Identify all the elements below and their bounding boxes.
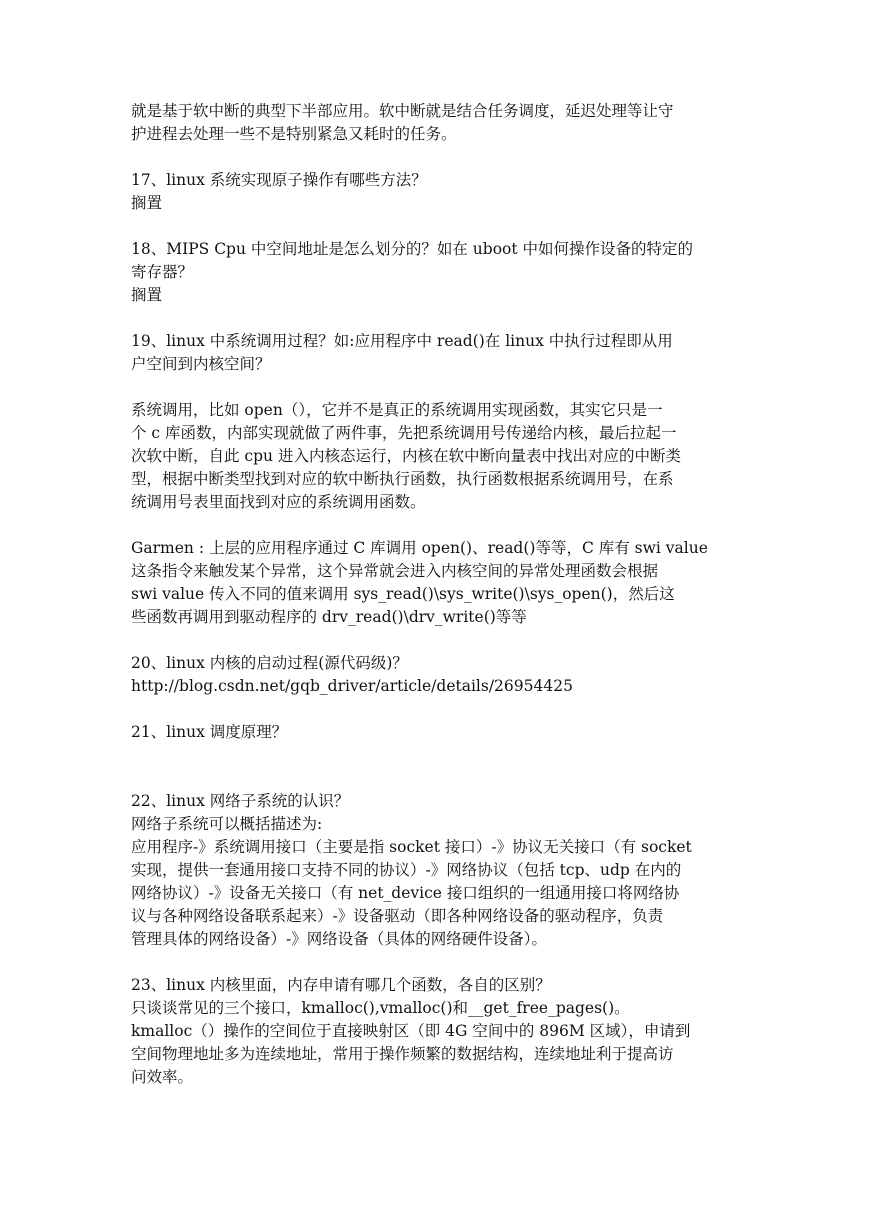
text-line: 管理具体的网络设备）-》网络设备（具体的网络硬件设备）。 bbox=[131, 930, 547, 948]
question-heading: 19、linux 中系统调用过程？如:应用程序中 read()在 linux 中执行过程即从用 bbox=[131, 332, 673, 350]
reference-url: http://blog.csdn.net/gqb_driver/article/details/26954425 bbox=[131, 677, 573, 695]
text-line: 个 c 库函数，内部实现就做了两件事，先把系统调用号传递给内核，最后拉起一 bbox=[131, 424, 677, 442]
text-line: 就是基于软中断的典型下半部应用。软中断就是结合任务调度，延迟处理等让守 bbox=[131, 102, 674, 120]
text-line: 网络子系统可以概括描述为: bbox=[131, 815, 323, 833]
text-line: 空间物理地址多为连续地址，常用于操作频繁的数据结构，连续地址利于提高访 bbox=[131, 1045, 674, 1063]
question-heading: 17、linux 系统实现原子操作有哪些方法？ bbox=[131, 171, 427, 189]
text-line: 问效率。 bbox=[131, 1068, 194, 1086]
text-line: 护进程去处理一些不是特别紧急又耗时的任务。 bbox=[131, 125, 457, 143]
question-heading: 户空间到内核空间？ bbox=[131, 355, 271, 373]
question-18 bbox=[131, 238, 743, 307]
question-22 bbox=[131, 790, 743, 951]
answer-19-syscall bbox=[131, 399, 743, 514]
paragraph-intro bbox=[131, 100, 743, 146]
document-page bbox=[131, 100, 743, 1089]
question-heading: 18、MIPS Cpu 中空间地址是怎么划分的？如在 uboot 中如何操作设备的特定的 bbox=[131, 240, 694, 258]
text-line: 次软中断，自此 cpu 进入内核态运行，内核在软中断向量表中找出对应的中断类 bbox=[131, 447, 681, 465]
text-line: 应用程序-》系统调用接口（主要是指 socket 接口）-》协议无关接口（有 socket bbox=[131, 838, 692, 856]
question-heading: 21、linux 调度原理？ bbox=[131, 723, 288, 741]
answer-text: 搁置 bbox=[131, 194, 163, 212]
text-line: 型，根据中断类型找到对应的软中断执行函数，执行函数根据系统调用号，在系 bbox=[131, 470, 674, 488]
question-19 bbox=[131, 330, 743, 376]
question-21 bbox=[131, 721, 743, 744]
text-line: 些函数再调用到驱动程序的 drv_read()\drv_write()等等 bbox=[131, 608, 527, 626]
text-line: 实现，提供一套通用接口支持不同的协议）-》网络协议（包括 tcp、udp 在内的 bbox=[131, 861, 682, 879]
text-line: 统调用号表里面找到对应的系统调用函数。 bbox=[131, 493, 426, 511]
text-line: 只谈谈常见的三个接口，kmalloc(),vmalloc()和__get_free_pages()。 bbox=[131, 999, 630, 1017]
question-17 bbox=[131, 169, 743, 215]
text-line: 议与各种网络设备联系起来）-》设备驱动（即各种网络设备的驱动程序，负责 bbox=[131, 907, 664, 925]
question-heading: 23、linux 内核里面，内存申请有哪几个函数，各自的区别？ bbox=[131, 976, 551, 994]
question-20 bbox=[131, 652, 743, 698]
answer-19-garmen bbox=[131, 537, 743, 629]
text-line: 这条指令来触发某个异常，这个异常就会进入内核空间的异常处理函数会根据 bbox=[131, 562, 659, 580]
text-line: 系统调用，比如 open（），它并不是真正的系统调用实现函数，其实它只是一 bbox=[131, 401, 663, 419]
text-line: 网络协议）-》设备无关接口（有 net_device 接口组织的一组通用接口将网络协 bbox=[131, 884, 680, 902]
question-heading: 寄存器？ bbox=[131, 263, 194, 281]
text-line: swi value 传入不同的值来调用 sys_read()\sys_write()\sys_open()，然后这 bbox=[131, 585, 675, 603]
text-line: Garmen : 上层的应用程序通过 C 库调用 open()、read()等等，C 库有 swi value bbox=[131, 539, 708, 557]
question-heading: 20、linux 内核的启动过程(源代码级)？ bbox=[131, 654, 408, 672]
answer-text: 搁置 bbox=[131, 286, 163, 304]
question-23 bbox=[131, 974, 743, 1089]
question-heading: 22、linux 网络子系统的认识？ bbox=[131, 792, 350, 810]
text-line: kmalloc（）操作的空间位于直接映射区（即 4G 空间中的 896M 区域），申请到 bbox=[131, 1022, 691, 1040]
